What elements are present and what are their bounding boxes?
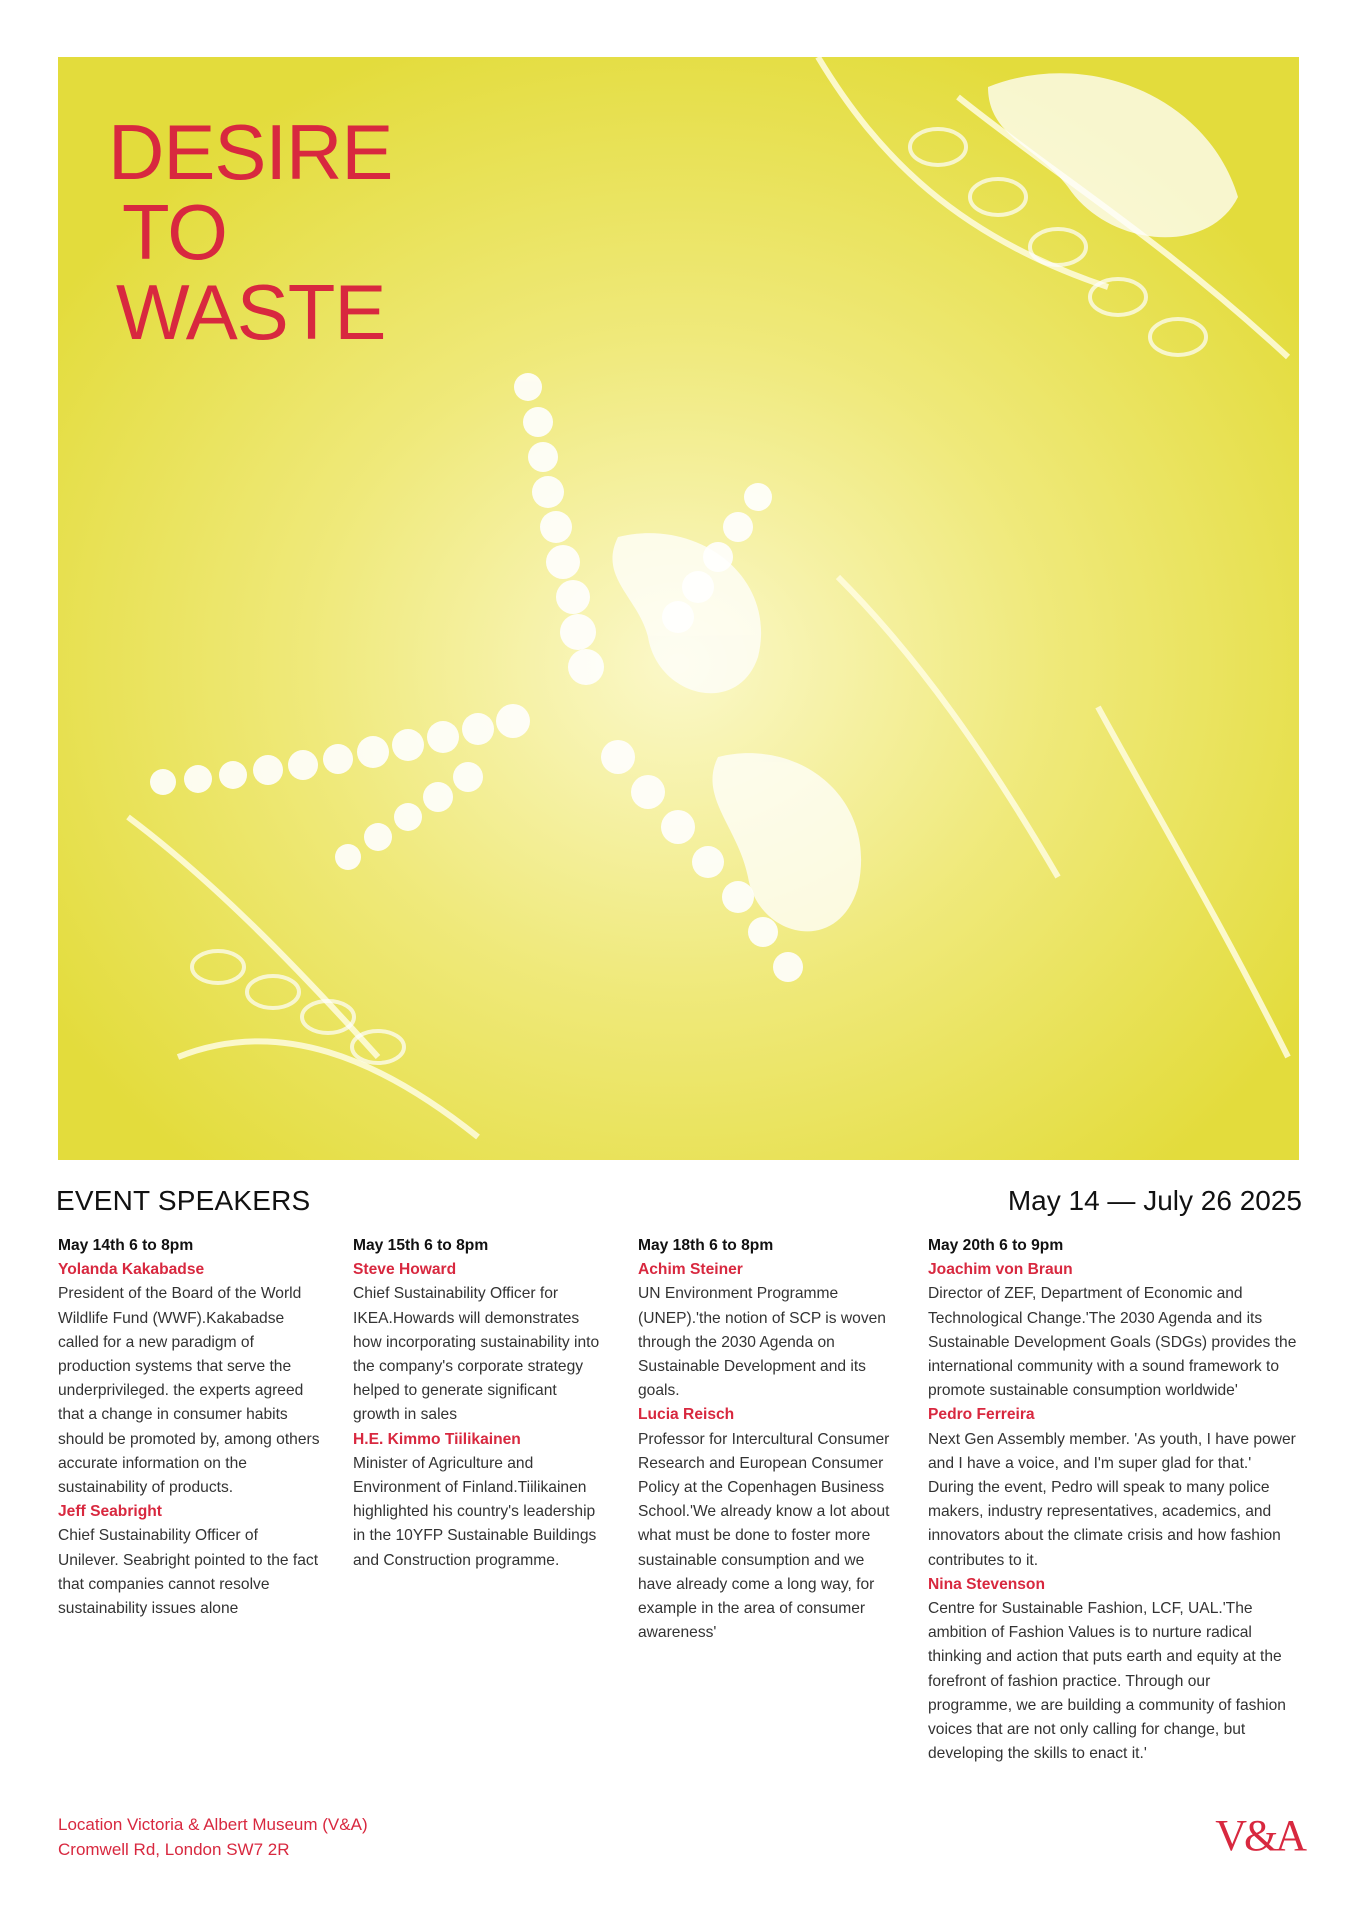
- speaker-bio: Chief Sustainability Officer for IKEA.Howards will demonstrates how incorporating sustainability into the company's corporate strategy helped to generate significant growth in sales: [353, 1285, 600, 1424]
- schedule-column-2: [353, 1234, 603, 1573]
- event-date: May 18th 6 to 8pm: [638, 1237, 774, 1254]
- speaker-bio: UN Environment Programme (UNEP).'the notion of SCP is woven through the 2030 Agenda on Sustainable Development and its goals.: [638, 1285, 886, 1400]
- location-address: [58, 1812, 368, 1862]
- schedule-column-1: [58, 1234, 320, 1621]
- speaker-name: Jeff Seabright: [58, 1503, 162, 1521]
- location-line-2: Cromwell Rd, London SW7 2R: [58, 1840, 290, 1859]
- va-logo: V&A: [1215, 1811, 1304, 1860]
- speaker-name: Nina Stevenson: [928, 1575, 1045, 1593]
- section-heading: EVENT SPEAKERS: [56, 1185, 311, 1216]
- schedule-column-3: [638, 1234, 900, 1645]
- speaker-bio: Centre for Sustainable Fashion, LCF, UAL.'The ambition of Fashion Values is to nurture radical thinking and action that puts earth and equity at the forefront of fashion practice. Through our programme, we are building a community of fashion voices that are not only calling for change, but developing the skills to enact it.': [928, 1600, 1286, 1763]
- speaker-name: Joachim von Braun: [928, 1261, 1073, 1279]
- title-line-3: WASTE: [116, 268, 386, 356]
- event-date: May 20th 6 to 9pm: [928, 1237, 1064, 1254]
- speaker-bio: Chief Sustainability Officer of Unilever. Seabright pointed to the fact that companies cannot resolve sustainability issues alone: [58, 1527, 319, 1618]
- title-line-1: DESIRE: [108, 108, 393, 196]
- schedule-column-4: [928, 1234, 1298, 1766]
- speaker-bio: Next Gen Assembly member. 'As youth, I have power and I have a voice, and I'm super glad for that.' During the event, Pedro will speak to many police makers, industry representatives, academics, and innovators about the climate crisis and how fashion contributes to it.: [928, 1430, 1296, 1569]
- speaker-bio: President of the Board of the World Wildlife Fund (WWF).Kakabadse called for a new paradigm of production systems that serve the underprivileged. the experts agreed that a change in consumer habits should be promoted by, among others accurate information on the sustainability of products.: [58, 1285, 320, 1497]
- speaker-name: Pedro Ferreira: [928, 1406, 1035, 1424]
- speaker-bio: Minister of Agriculture and Environment of Finland.Tiilikainen highlighted his country's leadership in the 10YFP Sustainable Buildings and Construction programme.: [353, 1454, 597, 1569]
- title-line-2: TO: [122, 188, 227, 276]
- poster-title: [108, 108, 393, 356]
- speaker-name: H.E. Kimmo Tiilikainen: [353, 1430, 521, 1448]
- speaker-name: Yolanda Kakabadse: [58, 1261, 205, 1279]
- speaker-bio: Director of ZEF, Department of Economic and Technological Change.'The 2030 Agenda and its Sustainable Development Goals (SDGs) provides the international community with a sound framework to promote sustainable consumption worldwide': [928, 1285, 1297, 1400]
- date-range: May 14 — July 26 2025: [1007, 1185, 1302, 1216]
- event-date: May 15th 6 to 8pm: [353, 1237, 489, 1254]
- speaker-name: Achim Steiner: [638, 1261, 743, 1279]
- event-date: May 14th 6 to 8pm: [58, 1237, 194, 1254]
- location-line-1: Location Victoria & Albert Museum (V&A): [58, 1815, 368, 1834]
- speaker-bio: Professor for Intercultural Consumer Research and European Consumer Policy at the Copenhagen Business School.'We already know a lot about what must be done to foster more sustainable consumption and we have already come a long way, for example in the area of consumer awareness': [638, 1430, 890, 1642]
- speaker-name: Lucia Reisch: [638, 1406, 735, 1424]
- hero-image: [58, 57, 1299, 1160]
- speaker-name: Steve Howard: [353, 1261, 457, 1279]
